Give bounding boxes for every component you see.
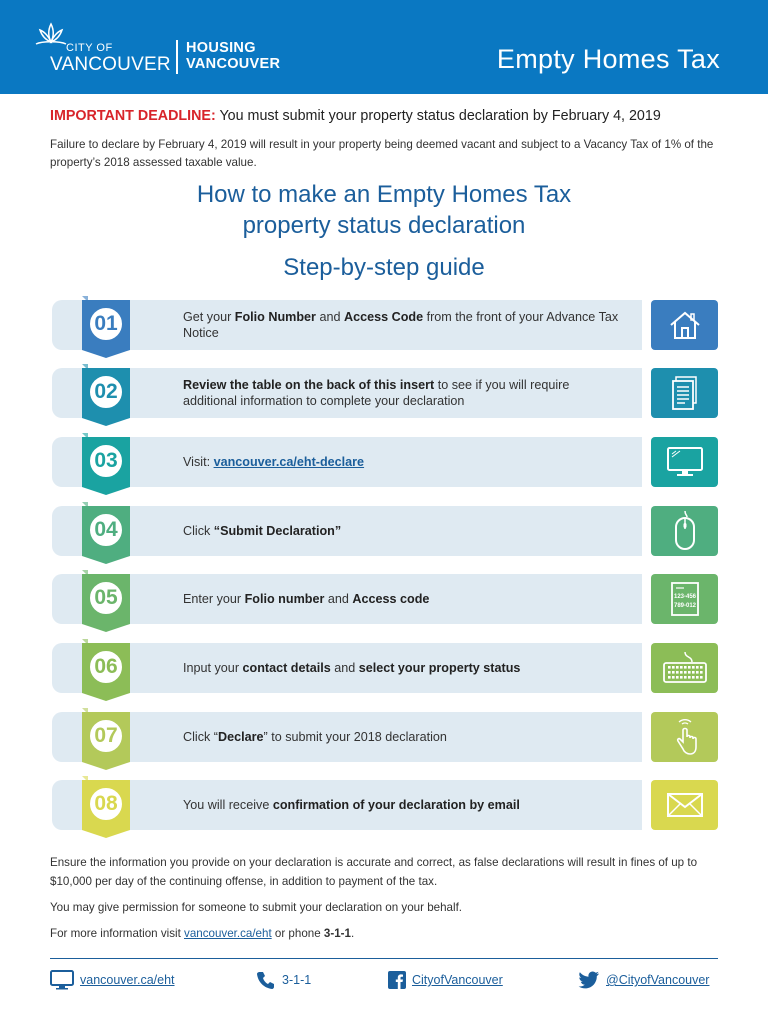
- step-text-part: and: [330, 661, 359, 675]
- header-banner: [0, 0, 768, 94]
- step-text-part: Enter your: [183, 592, 245, 606]
- twitter-icon: [578, 971, 600, 989]
- step-text: [183, 643, 623, 693]
- step-number-badge: [82, 570, 130, 634]
- more-info-prefix: For more information visit: [50, 927, 185, 940]
- step-number-badge: [82, 502, 130, 566]
- step-text-part: ” to submit your 2018 declaration: [263, 730, 447, 744]
- step-number-badge: [82, 433, 130, 497]
- more-info-link[interactable]: vancouver.ca/eht: [184, 927, 272, 940]
- step-text-part: and: [315, 310, 344, 324]
- city-logo[interactable]: [34, 22, 294, 78]
- footer-facebook-link[interactable]: CityofVancouver: [412, 973, 503, 987]
- step-number: 02: [88, 374, 124, 410]
- more-info-end: .: [350, 927, 355, 940]
- footer-phone-number: 3-1-1: [282, 973, 312, 987]
- step-01: [52, 300, 718, 350]
- deadline-label: IMPORTANT DEADLINE:: [50, 108, 216, 124]
- step-text-part: “Submit Declaration”: [213, 524, 342, 538]
- step-number-badge: [82, 639, 130, 703]
- house-icon: [651, 300, 718, 350]
- step-text-part: contact details: [242, 661, 331, 675]
- step-text: [183, 300, 623, 350]
- footer-website-link[interactable]: vancouver.ca/eht: [80, 973, 175, 987]
- step-text-part: Access Code: [343, 310, 424, 324]
- phone-icon: [256, 970, 276, 990]
- more-info-phone: 3-1-1: [323, 927, 351, 940]
- step-text-part: select your property status: [358, 661, 521, 675]
- step-07: [52, 712, 718, 762]
- envelope-icon: [651, 780, 718, 830]
- step-number: 08: [88, 786, 124, 822]
- deadline-text: You must submit your property status declaration by February 4, 2019: [215, 108, 661, 124]
- step-number-badge: [82, 776, 130, 840]
- step-text: [183, 574, 623, 624]
- logo-housing-line1: HOUSING: [186, 40, 256, 56]
- logo-vancouver: VANCOUVER: [50, 54, 171, 75]
- step-text-part: Input your: [183, 661, 243, 675]
- step-05: [52, 574, 718, 624]
- step-text-part: from the front of your Advance Tax Notice: [183, 310, 619, 340]
- leaf-logo-icon: [34, 22, 68, 52]
- step-text: [183, 368, 623, 418]
- failure-warning: Failure to declare by February 4, 2019 will result in your property being deemed vacant and subject to a Vacancy Tax of 1% of the property’s 2018 assessed taxable value.: [50, 138, 714, 169]
- step-text: [183, 506, 623, 556]
- step-text-part: and: [324, 592, 353, 606]
- step-number-badge: [82, 708, 130, 772]
- step-number: 04: [88, 512, 124, 548]
- step-text: [183, 437, 623, 487]
- accuracy-paragraph: Ensure the information you provide on your declaration is accurate and correct, as false declarations will result in fines of up to $10,000 per day of the continuing offense, in addition to payment of the tax.: [50, 856, 698, 888]
- step-text-part: Declare: [217, 730, 264, 744]
- step-text-part: You will receive: [183, 798, 273, 812]
- monitor-icon: [651, 437, 718, 487]
- step-number-badge: [82, 364, 130, 428]
- footer-twitter[interactable]: [578, 966, 709, 994]
- footer-facebook[interactable]: [388, 966, 503, 994]
- computer-icon: [50, 970, 74, 990]
- step-text-part: Folio Number: [234, 310, 316, 324]
- step-text-part: Get your: [183, 310, 235, 324]
- step-text-part: to see if you will require additional information to complete your declaration: [183, 378, 570, 408]
- footer-divider: [50, 958, 718, 959]
- mouse-icon: [651, 506, 718, 556]
- svg-text:123-456: 123-456: [673, 594, 696, 600]
- logo-housing-line2: VANCOUVER: [186, 56, 281, 72]
- step-text-part: Review the table on the back of this insert: [183, 378, 435, 392]
- logo-city-of: CITY OF: [66, 42, 113, 54]
- step-text: [183, 712, 623, 762]
- footer-twitter-link[interactable]: @CityofVancouver: [606, 973, 710, 987]
- tap-hand-icon: [651, 712, 718, 762]
- step-06: [52, 643, 718, 693]
- step-text-part: Visit:: [183, 455, 214, 469]
- page-title: Empty Homes Tax: [496, 44, 720, 74]
- footer-website[interactable]: [50, 966, 175, 994]
- declare-link[interactable]: vancouver.ca/eht-declare: [213, 455, 365, 469]
- step-number: 03: [88, 443, 124, 479]
- guide-title-line2: property status declaration: [242, 212, 526, 239]
- more-info-paragraph: [50, 924, 730, 943]
- step-number: 01: [88, 306, 124, 342]
- step-04: [52, 506, 718, 556]
- document-icon: [651, 368, 718, 418]
- step-text-part: Access code: [352, 592, 430, 606]
- more-info-mid: or phone: [271, 927, 324, 940]
- step-number: 06: [88, 649, 124, 685]
- step-08: [52, 780, 718, 830]
- permission-paragraph: You may give permission for someone to submit your declaration on your behalf.: [50, 901, 463, 914]
- step-text-part: confirmation of your declaration by email: [272, 798, 520, 812]
- step-02: [52, 368, 718, 418]
- svg-text:789-012: 789-012: [673, 603, 696, 609]
- keyboard-icon: [651, 643, 718, 693]
- step-number: 07: [88, 718, 124, 754]
- step-text-part: Folio number: [244, 592, 325, 606]
- footer-phone[interactable]: [256, 966, 311, 994]
- step-number-badge: [82, 296, 130, 360]
- guide-title-line1: How to make an Empty Homes Tax: [196, 181, 572, 208]
- guide-subtitle: Step-by-step guide: [283, 254, 485, 281]
- step-text-part: Click: [183, 524, 214, 538]
- logo-divider: [176, 40, 178, 74]
- deadline-notice: [50, 108, 730, 124]
- step-text: [183, 780, 623, 830]
- facebook-icon: [388, 971, 406, 989]
- step-03: [52, 437, 718, 487]
- logo-housing-vancouver: [186, 40, 280, 72]
- step-number: 05: [88, 580, 124, 616]
- step-text-part: Click “: [183, 730, 218, 744]
- notice-card-icon: [651, 574, 718, 624]
